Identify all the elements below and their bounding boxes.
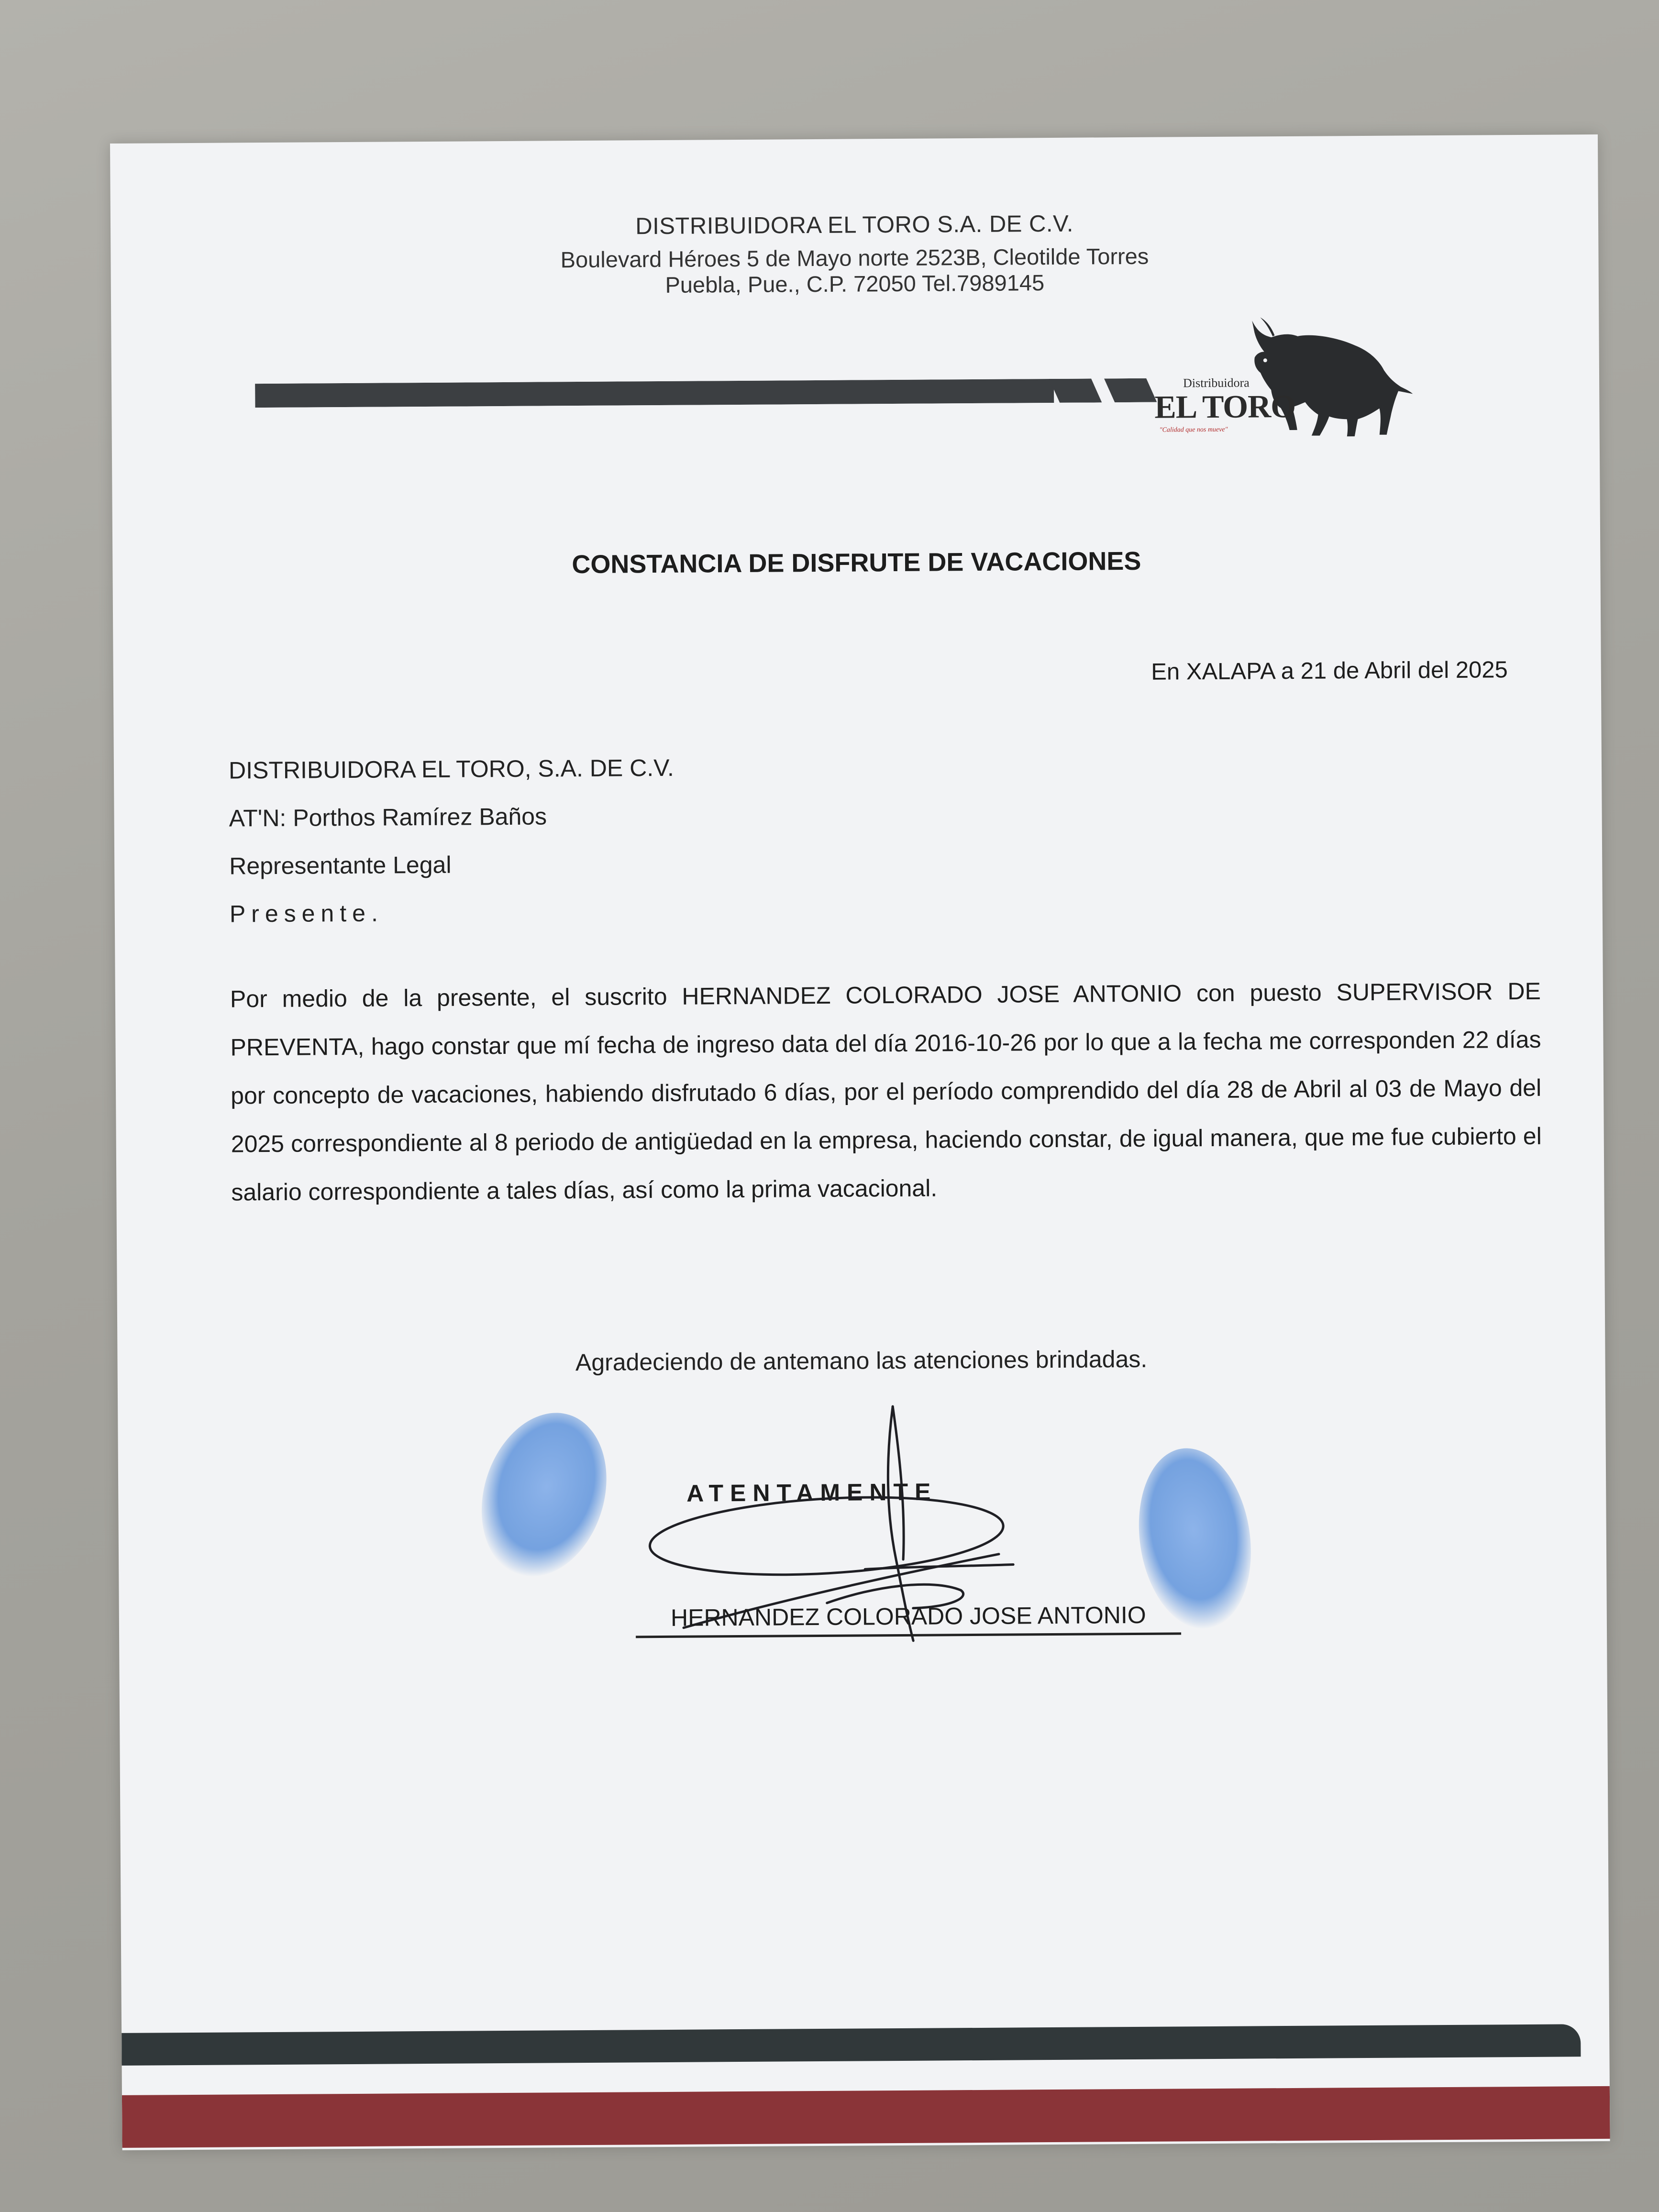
addressee-attention: AT'N: Porthos Ramírez Baños	[229, 803, 547, 832]
addressee-block	[229, 744, 675, 938]
header-divider-dash	[1049, 378, 1102, 403]
signer-name: HERNANDEZ COLORADO JOSE ANTONIO	[636, 1601, 1181, 1638]
atentamente-label: ATENTAMENTE	[686, 1478, 938, 1507]
header-company-name: DISTRIBUIDORA EL TORO S.A. DE C.V.	[635, 210, 1074, 240]
place-date: En XALAPA a 21 de Abril del 2025	[1151, 657, 1508, 685]
left-fingerprint-icon	[472, 1404, 616, 1586]
header-divider-bar	[255, 379, 1054, 408]
header-address-line-2: Puebla, Pue., C.P. 72050 Tel.7989145	[665, 270, 1045, 298]
footer-red-band	[122, 2086, 1610, 2148]
logo-brand-text: EL TORO	[1154, 387, 1296, 425]
addressee-role: Representante Legal	[229, 851, 452, 880]
header-divider-dash	[1104, 378, 1157, 403]
addressee-company: DISTRIBUIDORA EL TORO, S.A. DE C.V.	[228, 754, 674, 784]
company-logo	[1154, 308, 1442, 453]
body-paragraph: Por medio de la presente, el suscrito HERNANDEZ COLORADO JOSE ANTONIO con puesto SUPERVISOR DE PREVENTA, hago constar que mí fecha de ingreso data del día 2016-10-26 por lo que a la fecha me corresponden 22 días por concepto de vacaciones, habiendo disfrutado 6 días, por el período comprendido del día 28 de Abril al 03 de Mayo del 2025 correspondiente al 8 periodo de antigüedad en la empresa, haciendo constar, de igual manera, que me fue cubierto el salario correspondiente a tales días, así como la prima vacacional.	[230, 977, 1542, 1206]
header-address	[111, 241, 1599, 301]
header-address-line-1: Boulevard Héroes 5 de Mayo norte 2523B, Cleotilde Torres	[560, 243, 1149, 273]
document-title: CONSTANCIA DE DISFRUTE DE VACACIONES	[572, 546, 1141, 579]
logo-tagline: "Calidad que nos mueve"	[1159, 426, 1228, 434]
footer-dark-band	[122, 2024, 1581, 2066]
closing-thanks: Agradeciendo de antemano las atenciones brindadas.	[575, 1345, 1148, 1376]
logo-small-text: Distribuidora	[1183, 376, 1250, 390]
letter-page	[110, 134, 1610, 2150]
addressee-presente: Presente.	[229, 899, 384, 928]
